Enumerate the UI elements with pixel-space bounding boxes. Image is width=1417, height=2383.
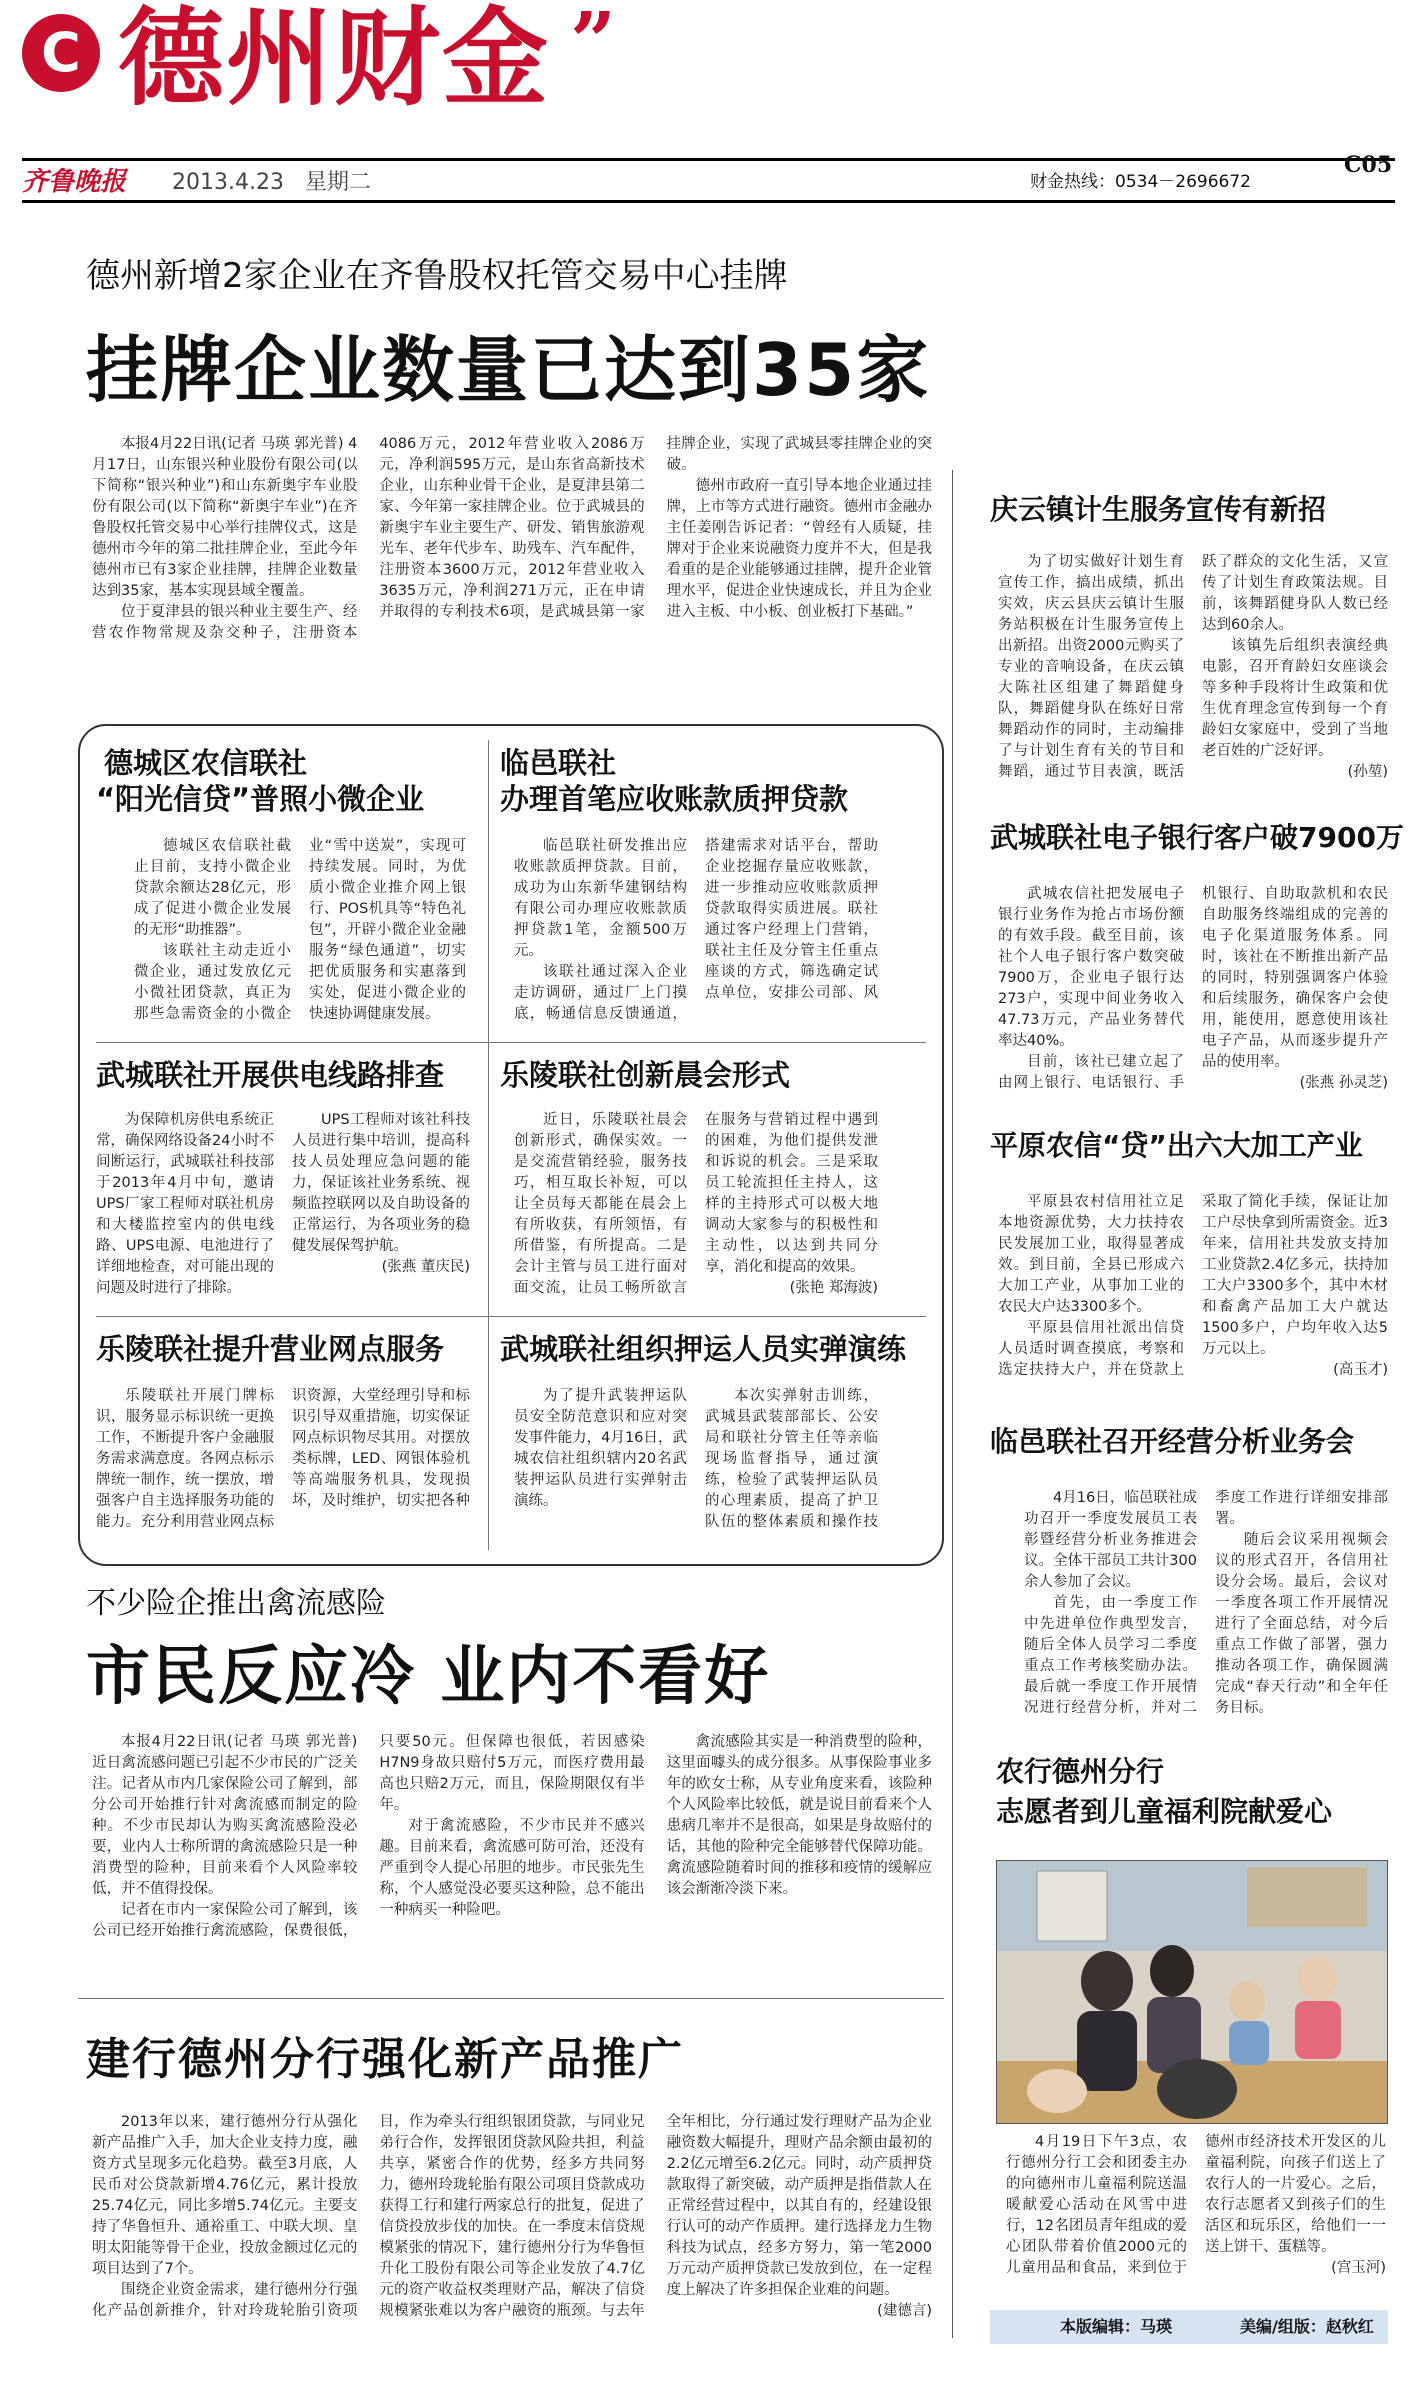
brief-title: 乐陵联社提升营业网点服务 bbox=[96, 1332, 445, 1366]
right-article-title: 庆云镇计生服务宣传有新招 bbox=[990, 493, 1327, 526]
brief-title: 临邑联社 bbox=[500, 746, 617, 780]
right-para: 4月19日下午3点，农行德州分行工会和团委主办的向德州市儿童福利院送温暖献爱心活动在风雪中进行，12名团员青年组成的爱心团队带着价值2000元的儿童用品和食品，来到位于德州市经济技术开发区的儿童福利院，向孩子们送上了农行人的一片爱心。之后，农行志愿者又到孩子们的生活区和玩乐区，给他们一一送上饼干、蛋糕等。 bbox=[1006, 2134, 1386, 2276]
brief-title: 武城联社开展供电线路排查 bbox=[96, 1058, 445, 1092]
brief-title: “阳光信贷”普照小微企业 bbox=[96, 782, 425, 816]
insurance-para: 本报4月22日讯(记者 马瑛 郭光普) 近日禽流感问题已引起不少市民的广泛关注。记者从市内几家保险公司了解到，部分公司开始推行针对禽流感而制定的险种。不少市民却认为购买禽流感险没必要，业内人士称所谓的禽流感险只是一种消费型的险种，目前来看个人风险率较低，并不值得投保。 bbox=[92, 1734, 358, 1897]
byline: (高玉才) bbox=[1333, 1362, 1388, 1378]
right-article-title: 农行德州分行 bbox=[996, 1755, 1165, 1788]
lead-kicker: 德州新增2家企业在齐鲁股权托管交易中心挂牌 bbox=[86, 256, 788, 296]
brief-para: UPS工程师对该社科技人员进行集中培训，提高科技人员处理应急问题的能力，保证该社业务系统、视频监控联网以及自助设备的正常运行，为各项业务的稳健发展保驾护航。 bbox=[292, 1112, 470, 1254]
byline: (张燕 董庆民) bbox=[381, 1259, 470, 1275]
brief-body bbox=[96, 1386, 470, 1550]
editor: 本版编辑：马瑛 bbox=[1060, 2317, 1173, 2336]
newspaper-brand: 齐鲁晚报 bbox=[22, 167, 127, 197]
volunteers-photo bbox=[996, 1860, 1388, 2124]
brief-body bbox=[134, 836, 466, 1032]
right-article-body bbox=[998, 884, 1388, 1104]
brief-title: 德城区农信联社 bbox=[104, 746, 308, 780]
brief-para: 为了提升武装押运队员安全防范意识和应对突发事件能力，4月16日，武城农信社组织辖内20名武装押运队员进行实弹射击演练。 bbox=[514, 1388, 687, 1509]
brief-para: 该联社主动走近小微企业，通过发放亿元小微社团贷款，真正为那些急需资金的小微企业“雪中送炭”，实现可持续发展。同时，为优质小微企业推介网上银行、POS机具等“特色礼包”，开辟小微企业金融服务“绿色通道”，切实把优质服务和实惠落到实处，促进小微企业的快速协调健康发展。 bbox=[134, 838, 466, 1022]
volunteers-photo-illustration bbox=[997, 1861, 1388, 2124]
ccb-body bbox=[92, 2112, 932, 2362]
brief-para: 近日，乐陵联社晨会创新形式，确保实效。一是交流营销经验，服务技巧，相互取长补短，可以让全员每天都能在晨会上有所收获，有所领悟，有所借鉴，有所提高。二是会计主管与员工进行面对面交流，让员工畅所欲言在服务与营销过程中遇到的困难，为他们提供发泄和诉说的机会。三是采取员工轮流担任主持人，这样的主持形式可以极大地调动大家参与的积极性和主动性，以达到共同分享，消化和提高的效果。 bbox=[514, 1112, 878, 1296]
brief-para: 临邑联社研发推出应收账款质押贷款。目前，成功为山东新华建钢结构有限公司办理应收账款质押贷款1笔，金额500万元。 bbox=[514, 838, 687, 959]
designer: 美编/组版：赵秋红 bbox=[1240, 2317, 1374, 2336]
right-para: 为了切实做好计划生育宣传工作，搞出成绩，抓出实效，庆云县庆云镇计生服务站积极在计生服务宣传上出新招。出资2000元购买了专业的音响设备，在庆云镇大陈社区组建了舞蹈健身队，舞蹈健身队在练好日常舞蹈动作的同时，主动编排了与计划生育有关的节目和舞蹈，通过节目表演，既活跃了群众的文化生活，又宣传了计划生育政策法规。目前，该舞蹈健身队人数已经达到60余人。 bbox=[998, 554, 1388, 780]
lead-para: 本报4月22日讯(记者 马瑛 郭光普) 4月17日，山东银兴种业股份有限公司(以下简称“银兴种业”)和山东新奥宇车业股份有限公司(以下简称“新奥宇车业”)在齐鲁股权托管交易中心举行挂牌仪式，这是德州市今年的第二批挂牌企业，至此今年德州市已有3家企业挂牌，挂牌企业数量达到35家，基本实现县域全覆盖。 bbox=[92, 436, 358, 599]
right-para: 平原县农村信用社立足本地资源优势，大力扶持农民发展加工业，取得显著成效。到目前，全县已形成六大加工产业，从事加工业的农民大户达3300多个。 bbox=[998, 1194, 1184, 1315]
right-article-title: 志愿者到儿童福利院献爱心 bbox=[996, 1795, 1333, 1828]
brief-title: 乐陵联社创新晨会形式 bbox=[500, 1058, 791, 1092]
page-number: C05 bbox=[1344, 152, 1393, 178]
insurance-headline: 市民反应冷 业内不看好 bbox=[86, 1640, 771, 1714]
insurance-kicker: 不少险企推出禽流感险 bbox=[86, 1586, 386, 1621]
right-article-body bbox=[1024, 1488, 1388, 1720]
section-title: 德州财金 bbox=[118, 0, 550, 120]
byline: (孙堃) bbox=[1347, 764, 1388, 780]
brief-title: 办理首笔应收账款质押贷款 bbox=[500, 782, 849, 816]
brief-para: 本次实弹射击训练，武城县武装部部长、公安局和联社分管主任等亲临现场监督指导，通过演练，检验了武装押运队员的心理素质，提高了护卫队伍的整体素质和操作技 bbox=[705, 1388, 878, 1530]
right-article-title: 武城联社电子银行客户破7900万 bbox=[990, 821, 1404, 854]
date-value: 2013.4.23 bbox=[172, 170, 284, 195]
masthead-rule-bottom bbox=[22, 200, 1395, 203]
byline: (张燕 孙灵芝) bbox=[1299, 1075, 1388, 1091]
hotline: 财金热线：0534－2696672 bbox=[1030, 172, 1251, 192]
brief-para: 该联社通过深入企业走访调研，通过厂上门摸底，畅通信息反馈通道，搭建需求对话平台，帮助企业挖掘存量应收账款，进一步推动应收账款质押贷款取得实质进展。联社通过客户经理上门营销，联社主任及分管主任重点座谈的方式，筛选确定试点单位，安排公司部、风 bbox=[514, 838, 878, 1022]
weekday: 星期二 bbox=[304, 170, 371, 195]
right-para: 该镇先后组织表演经典电影，召开育龄妇女座谈会等多种手段将计生政策和优生优育理念宣传到每一个育龄妇女家庭中，受到了当地老百姓的广泛好评。 bbox=[1202, 638, 1388, 759]
section-title-quote: ” bbox=[570, 0, 617, 88]
insurance-para: 对于禽流感险，不少市民并不感兴趣。目前来看，禽流感可防可治，还没有严重到令人提心吊胆的地步。市民张先生称，个人感觉没必要买这种险，总不能出一种病买一种险吧。 bbox=[379, 1818, 645, 1918]
insurance-para: 禽流感险其实是一种消费型的险种，这里面噱头的成分很多。从事保险事业多年的欧女士称，从专业角度来看，该险种个人风险率比较低，就是说目前看来个人患病几率并不是很高，如果是身故赔付的话，其他的险种完全能够替代保障功能。禽流感险随着时间的推移和疫情的缓解应该会渐渐冷淡下来。 bbox=[666, 1734, 932, 1897]
masthead-rule-top bbox=[22, 158, 1395, 161]
insurance-body bbox=[92, 1732, 932, 1980]
lead-headline: 挂牌企业数量已达到35家 bbox=[86, 328, 931, 412]
right-para: 武城农信社把发展电子银行业务作为抢占市场份额的有效手段。截至目前，该社个人电子银行客户数突破7900万，企业电子银行达273户，实现中间业务收入47.73万元，产品业务替代率达40%。 bbox=[998, 886, 1184, 1049]
lead-para: 德州市政府一直引导本地企业通过挂牌，上市等方式进行融资。德州市金融办主任姜刚告诉记者：“曾经有人质疑，挂牌对于企业来说融资力度并不大，但是我看重的是企业能够通过挂牌，提升企业管理水平，促进企业快速成长，并且为企业进入主板、中小板、创业板打下基础。” bbox=[666, 478, 932, 620]
lead-para: 位于夏津县的银兴种业主要生产、经营农作物常规及杂交种子，注册资本4086万元，2012年营业收入2086万元，净利润595万元，是山东省高新技术企业，山东种业骨干企业，是夏津县第二家、今年第一家挂牌企业。位于武城县的新奥宇车业主要生产、研发、销售旅游观光车、老年代步车、助残车、汽车配件，注册资本3600万元，2012年营业收入3635万元，净利润271万元，正在申请并取得的专利技术6项，是武城县第一家挂牌企业，实现了武城县零挂牌企业的突破。 bbox=[92, 436, 932, 641]
lead-body bbox=[92, 434, 932, 716]
right-para: 平原县信用社派出信贷人员适时调查摸底，考察和选定扶持大户，并在贷款上采取了简化手续，保证让加工户尽快拿到所需资金。近3年来，信用社共发放支持加工业贷款2.4亿多元，扶持加工大户3300多个，其中木材和畜禽产品加工大户就达1500多户，户均年收入达5万元以上。 bbox=[998, 1194, 1388, 1378]
right-article-body bbox=[998, 1192, 1388, 1382]
box-divider bbox=[96, 1042, 926, 1043]
issue-date bbox=[172, 168, 371, 198]
byline: (张艳 郑海波) bbox=[789, 1280, 878, 1296]
insurance-para: 记者在市内一家保险公司了解到，该公司已经开始推行禽流感险，保费很低，只要50元。但保障也很低，若因感染H7N9身故只赔付5万元，而医疗费用最高也只赔2万元，而且，保险期限仅有半年。 bbox=[92, 1734, 645, 1939]
byline: (宫玉河) bbox=[1331, 2260, 1386, 2276]
right-article-title: 平原农信“贷”出六大加工产业 bbox=[990, 1129, 1363, 1162]
byline: (建德言) bbox=[877, 2303, 932, 2319]
right-para: 首先，由一季度工作中先进单位作典型发言，随后全体人员学习二季度重点工作考核奖励办法。最后就一季度工作开展情况进行经营分析，并对二季度工作进行详细安排部署。 bbox=[1024, 1490, 1388, 1716]
brief-body bbox=[514, 1110, 878, 1306]
brief-body bbox=[514, 1386, 878, 1550]
ccb-para: 2013年以来，建行德州分行从强化新产品推广入手，加大企业支持力度，融资方式呈现多元化趋势。截至3月底，人民币对公贷款新增4.76亿元，累计投放25.74亿元，同比多增5.74亿元。主要支持了华鲁恒升、通裕重工、中联大坝、皇明太阳能等骨干企业，投放金额过亿元的项目达到了7个。 bbox=[92, 2114, 358, 2277]
right-para: 随后会议采用视频会议的形式召开，各信用社设分会场。最后，会议对一季度各项工作开展情况进行了全面总结，对今后重点工作做了部署，强力推动各项工作，确保圆满完成“春天行动”和全年任务目标。 bbox=[1215, 1532, 1388, 1716]
article-divider bbox=[78, 1998, 944, 1999]
right-article-body bbox=[998, 552, 1388, 808]
right-article-body bbox=[1006, 2132, 1386, 2308]
right-article-title: 临邑联社召开经营分析业务会 bbox=[990, 1425, 1355, 1458]
right-para: 目前，该社已建立起了由网上银行、电话银行、手机银行、自助取款机和农民自助服务终端组成的完善的电子化渠道服务体系。同时，该社在不断推出新产品的同时，特别强调客户体验和后续服务，确保客户会使用，能使用，愿意使用该社电子产品，从而逐步提升产品的使用率。 bbox=[998, 886, 1388, 1091]
column-divider bbox=[952, 470, 953, 2338]
ccb-para: 围绕企业资金需求，建行德州分行强化产品创新推介，针对玲珑轮胎引资项目，作为牵头行组织银团贷款，与同业兄弟行合作，发挥银团贷款风险共担，利益共享，紧密合作的优势，经多方共同努力，德州玲珑轮胎有限公司项目贷款成功获得工行和建行两家总行的批复，促进了信贷投放步伐的加快。在一季度末信贷规模紧张的情况下，建行德州分行为华鲁恒升化工股份有限公司等企业发放了4.7亿元的资产收益权类理财产品，解决了信贷规模紧张难以为客户融资的瓶颈。与去年全年相比，分行通过发行理财产品为企业融资数大幅提升，理财产品余额由最初的2.2亿元增至6.2亿元。同时，动产质押贷款取得了新突破，动产质押是指借款人在正常经营过程中，以其自有的，经建设银行认可的动产作质押。建行选择龙力生物科技为试点，经多方努力，第一笔2000万元动产质押贷款已发放到位，在一定程度上解决了许多担保企业难的问题。 bbox=[92, 2114, 932, 2319]
brief-body bbox=[514, 836, 878, 1032]
ccb-headline: 建行德州分行强化新产品推广 bbox=[86, 2034, 684, 2085]
brief-para: 乐陵联社开展门牌标识，服务显示标识统一更换工作，不断提升客户金融服务需求满意度。各网点标示牌统一制作，统一摆放，增强客户自主选择服务功能的能力。充分利用营业网点标识资源，大堂经理引导和标识引导双重措施，切实保证网点标识物尽其用。对摆放类标牌，LED、网银体验机等高端服务机具，发现损坏，及时维护，切实把各种 bbox=[96, 1388, 470, 1530]
editor-credits bbox=[990, 2310, 1388, 2344]
brief-body bbox=[96, 1110, 470, 1306]
brief-title: 武城联社组织押运人员实弹演练 bbox=[500, 1332, 907, 1366]
right-para: 4月16日，临邑联社成功召开一季度发展员工表彰暨经营分析业务推进会议。全体干部员工共计300余人参加了会议。 bbox=[1024, 1490, 1197, 1590]
masthead-logo: C bbox=[22, 14, 100, 92]
brief-para: 为保障机房供电系统正常，确保网络设备24小时不间断运行，武城联社科技部于2013年4月中旬，邀请UPS厂家工程师对联社机房和大楼监控室内的供电线路、UPS电源、电池进行了详细地检查，对可能出现的问题及时进行了排除。 bbox=[96, 1112, 274, 1296]
brief-para: 德城区农信联社截止目前，支持小微企业贷款余额达28亿元，形成了促进小微企业发展的无形“助推器”。 bbox=[134, 838, 291, 938]
box-divider bbox=[488, 740, 489, 1550]
box-divider bbox=[96, 1316, 926, 1317]
